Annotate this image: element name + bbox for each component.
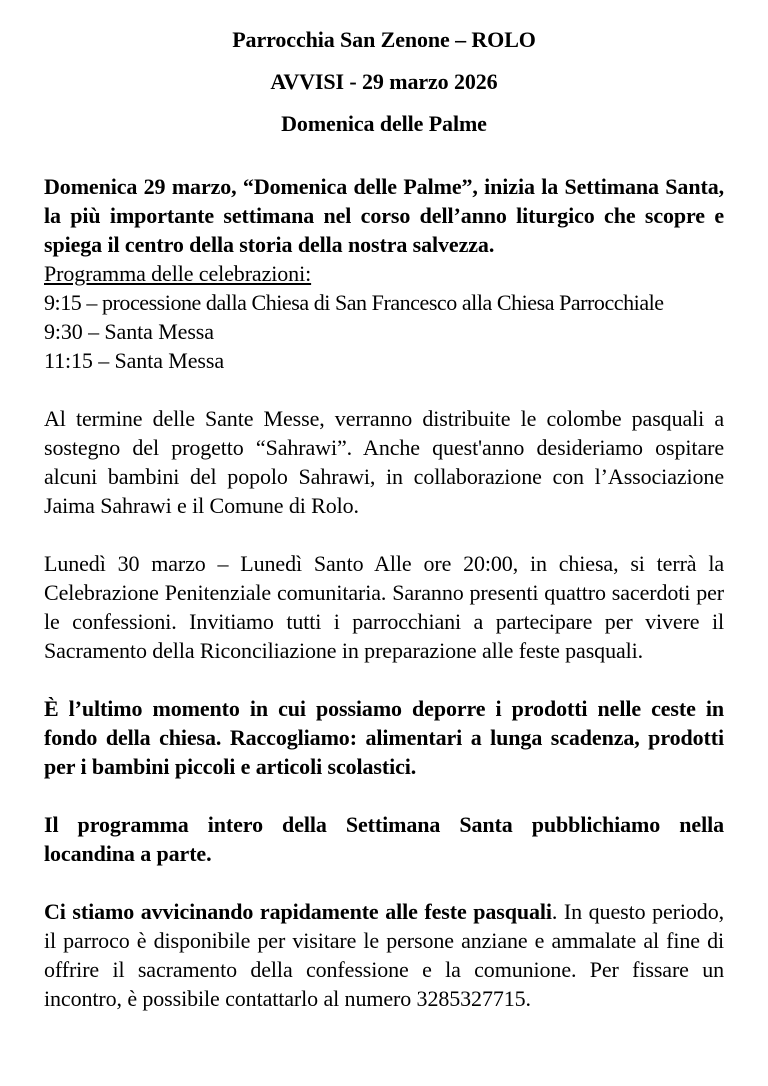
schedule-item-mass-1115: 11:15 – Santa Messa: [44, 348, 224, 373]
paragraph-food-collection: È l’ultimo momento in cui possiamo deporre i prodotti nelle ceste in fondo della chiesa. Raccogliamo: alimentari a lunga scadenza, prodotti per i bambini piccoli e articoli scolastici.: [44, 696, 724, 779]
closing-bold-lead: Ci stiamo avvicinando rapidamente alle feste pasquali: [44, 899, 552, 924]
blank-line: [44, 665, 724, 694]
paragraph-closing: [44, 897, 724, 1013]
document-subtitle: AVVISI - 29 marzo 2026: [270, 69, 498, 94]
blank-line: [44, 781, 724, 810]
blank-line: [44, 520, 724, 549]
document-title: Parrocchia San Zenone – ROLO: [232, 27, 536, 52]
program-heading: Programma delle celebrazioni:: [44, 261, 312, 286]
blank-line: [44, 375, 724, 404]
blank-line: [44, 868, 724, 897]
paragraph-holy-week-program: Il programma intero della Settimana Santa pubblichiamo nella locandina a parte.: [44, 812, 724, 866]
schedule-item-procession: 9:15 – processione dalla Chiesa di San Francesco alla Chiesa Parrocchiale: [44, 290, 664, 315]
paragraph-penitential-celebration: Lunedì 30 marzo – Lunedì Santo Alle ore 20:00, in chiesa, si terrà la Celebrazione Penitenziale comunitaria. Saranno presenti quattro sacerdoti per le confessioni. Invitiamo tutti i parrocchiani a partecipare per vivere il Sacramento della Riconciliazione in preparazione alle feste pasquali.: [44, 551, 724, 663]
paragraph-colombe-sahrawi: Al termine delle Sante Messe, verranno distribuite le colombe pasquali a sostegno del progetto “Sahrawi”. Anche quest'anno desideriamo ospitare alcuni bambini del popolo Sahrawi, in collaborazione con l’Associazione Jaima Sahrawi e il Comune di Rolo.: [44, 406, 724, 518]
paragraph-palm-sunday-intro: Domenica 29 marzo, “Domenica delle Palme”, inizia la Settimana Santa, la più importante settimana nel corso dell’anno liturgico che scopre e spiega il centro della storia della nostra salvezza.: [44, 174, 724, 257]
document-occasion-heading: Domenica delle Palme: [281, 111, 487, 136]
closing-body-text: . In questo periodo, il parroco è disponibile per visitare le persone anziane e ammalate al fine di offrire il sacramento della confessione e la comunione. Per fissare un incontro, è possibile contattarlo al numero 3285327715.: [44, 899, 724, 1011]
schedule-item-mass-930: 9:30 – Santa Messa: [44, 319, 214, 344]
